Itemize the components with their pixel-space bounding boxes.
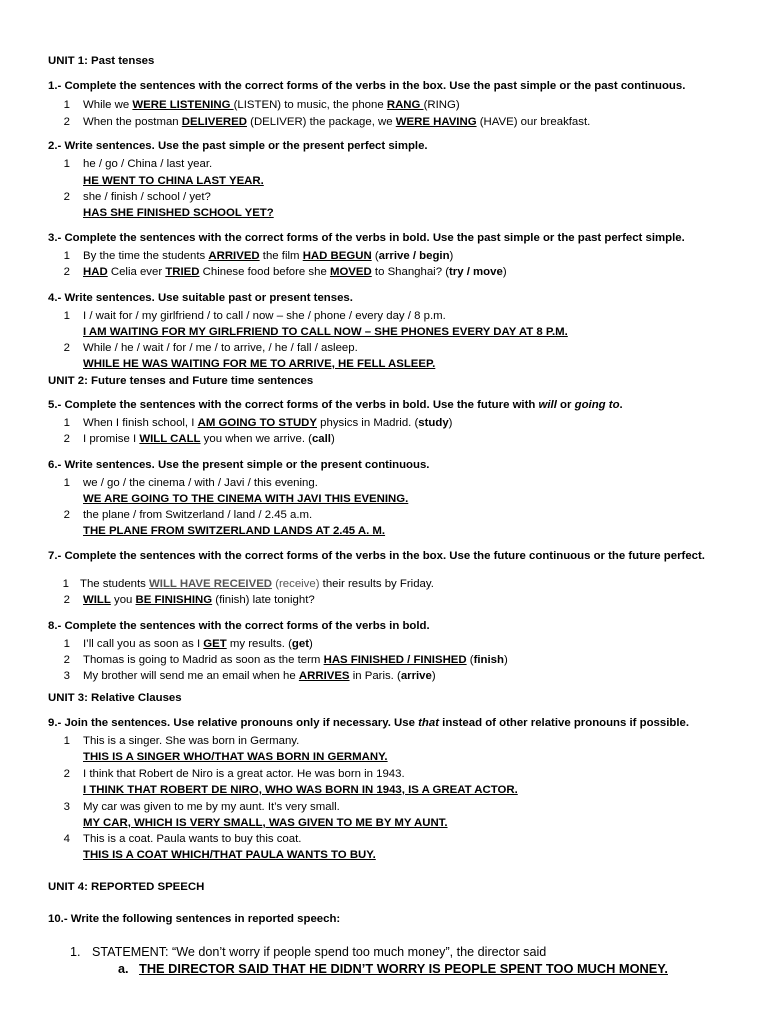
exercise-heading: 8.- Complete the sentences with the correct forms of the verbs in bold. <box>48 620 430 632</box>
answer-text: WILL HAVE RECEIVED <box>149 578 273 590</box>
document-page: UNIT 1: Past tenses 1.- Complete the sentences with the correct forms of the verbs in the box. Use the past simple or the past continuous. 1 While we WERE LISTENING (LISTEN) to music, the phone RANG (RING) 2 When the postman DELIVERED (DELIVER) the package, we WERE HAVING (HAVE) our breakfast. 2.- Write sentences. Use the past simple or the present perfect simple. 1 he / go / China / last year. HE WENT TO CHINA LAST YEAR. 2 she / finish / school / yet? HAS SHE FINISHED SCHOOL YET? 3.- Complete the sentences with the correct forms of the verbs in bold. Use the past simple or the past perfect simple. 1 By the time the students ARRIVED the film HAD BEGUN (arrive / begin) 2 HAD Celia ever TRIED Chinese food before she MOVED to Shanghai? (try / move) 4.- Write sentences. Use suitable past or present tenses. 1 I / wait for / my girlfriend / to call / now – she / phone / every day / 8 p.m. I AM WAITING FOR MY GIRLFRIEND TO CALL NOW – SHE PHONES EVERY DAY AT 8 P.M. 2 While / he / wait / for / me / to arrive, / he / fall / asleep. WHILE HE WAS WAITING FOR ME TO ARRIVE, HE FELL ASLEEP. UNIT 2: Future tenses and Future time sentences 5.- Complete the sentences with the correct forms of the verbs in bold. Use the future with will or going to. 1 When I finish school, I AM GOING TO STUDY physics in Madrid. (study) 2 I promise I WILL CALL you when we arrive. (call) 6.- Write sentences. Use the present simple or the present continuous. 1 we / go / the cinema / with / Javi / this evening. WE ARE GOING TO THE CINEMA WITH JAVI THIS EVENING. 2 the plane / from Switzerland / land / 2.45 a.m. THE PLANE FROM SWITZERLAND LANDS AT 2.45 A. M. 7.- Complete the sentences with the correct forms of the verbs in the box. Use the future continuous or the future perfect. 1 The students WILL HAVE RECEIVED (receive) their results by Friday. 2 WILL you BE FINISHING (finish) late tonight? 8.- Complete the sentences with the correct forms of the verbs in bold. 1 I’ll call you as soon as I GET my results. (get) 2 Thomas is going to Madrid as soon as the term HAS FINISHED / FINISHED (finish) 3 My brother will send me an email when he ARRIVES in Paris. (arrive) UNIT 3: Relative Clauses 9.- Join the sentences. Use relative pronouns only if necessary. Use that instead of other relative pronouns if possible. 1 This is a singer. She was born in Germany. THIS IS A SINGER WHO/THAT WAS BORN IN GERMANY. 2 I think that Robert de Niro is a great actor. He was born in 1943. I THINK THAT ROBERT DE NIRO, WHO WAS BORN IN 1943, IS A GREAT ACTOR. 3 My car was given to me by my aunt. It’s very small. MY CAR, WHICH IS VERY SMALL, WAS GIVEN TO ME BY MY AUNT. 4 This is a coat. Paula wants to buy this coat. THIS IS A COAT WHICH/THAT PAULA WANTS TO BUY. UNIT 4: REPORTED SPEECH 10.- Write the following sentences in reported speech: 1. STATEMENT: “We don’t worry if people spend too much money”, the director said a. THE DIRECTOR SAID THAT HE DIDN’T WORRY IS PEOPLE SPENT TOO MUCH MONEY. <box>48 55 705 976</box>
answer-text: WERE LISTENING <box>132 99 234 111</box>
answer-text: AM GOING TO STUDY <box>197 417 317 429</box>
answer-text: HAD <box>83 266 108 278</box>
answer-text: GET <box>203 638 227 650</box>
list-item: a. THE DIRECTOR SAID THAT HE DIDN’T WORRY IS PEOPLE SPENT TOO MUCH MONEY. <box>118 961 668 976</box>
exercise-heading: 9.- Join the sentences. Use relative pronouns only if necessary. Use that instead of other relative pronouns if possible. <box>48 717 690 729</box>
list-item: 1. STATEMENT: “We don’t worry if people spend too much money”, the director said <box>70 945 547 959</box>
answer-text: MY CAR, WHICH IS VERY SMALL, WAS GIVEN TO ME BY MY AUNT. <box>83 817 448 829</box>
unit-title: UNIT 1: Past tenses <box>48 55 155 67</box>
unit-title: UNIT 2: Future tenses and Future time sentences <box>48 375 314 387</box>
answer-text: RANG <box>386 99 424 111</box>
answer-text: HAS FINISHED / FINISHED <box>323 654 467 666</box>
answer-text: ARRIVED <box>208 250 260 262</box>
answer-text: DELIVERED <box>181 116 247 128</box>
answer-text: THIS IS A COAT WHICH/THAT PAULA WANTS TO BUY. <box>83 849 376 861</box>
exercise-heading: 5.- Complete the sentences with the correct forms of the verbs in bold. Use the future with will or going to. <box>48 399 623 411</box>
answer-text: WERE HAVING <box>395 116 477 128</box>
answer-text: ARRIVES <box>298 670 350 682</box>
answer-text: MOVED <box>329 266 372 278</box>
answer-text: WILL CALL <box>139 433 201 445</box>
answer-text: THIS IS A SINGER WHO/THAT WAS BORN IN GERMANY. <box>83 751 388 763</box>
answer-text: HE WENT TO CHINA LAST YEAR. <box>83 175 264 187</box>
exercise-heading: 1.- Complete the sentences with the correct forms of the verbs in the box. Use the past simple or the past continuous. <box>48 80 686 92</box>
exercise-heading: 2.- Write sentences. Use the past simple or the present perfect simple. <box>48 140 428 152</box>
unit-title: UNIT 4: REPORTED SPEECH <box>48 881 205 893</box>
unit-title: UNIT 3: Relative Clauses <box>48 692 182 704</box>
answer-text: I THINK THAT ROBERT DE NIRO, WHO WAS BORN IN 1943, IS A GREAT ACTOR. <box>83 784 518 796</box>
answer-text: WHILE HE WAS WAITING FOR ME TO ARRIVE, HE FELL ASLEEP. <box>83 358 436 370</box>
answer-text: WILL <box>83 594 111 606</box>
answer-text: THE PLANE FROM SWITZERLAND LANDS AT 2.45 A. M. <box>83 525 386 537</box>
exercise-heading: 3.- Complete the sentences with the correct forms of the verbs in bold. Use the past simple or the past perfect simple. <box>48 232 685 244</box>
answer-text: WE ARE GOING TO THE CINEMA WITH JAVI THIS EVENING. <box>83 493 409 505</box>
answer-text: I AM WAITING FOR MY GIRLFRIEND TO CALL NOW – SHE PHONES EVERY DAY AT 8 P.M. <box>83 326 568 338</box>
exercise-heading: 7.- Complete the sentences with the correct forms of the verbs in the box. Use the future continuous or the future perfect. <box>48 550 705 562</box>
answer-text: HAS SHE FINISHED SCHOOL YET? <box>83 207 274 219</box>
answer-text: HAD BEGUN <box>302 250 372 262</box>
answer-text: TRIED <box>165 266 200 278</box>
answer-text: THE DIRECTOR SAID THAT HE DIDN’T WORRY IS PEOPLE SPENT TOO MUCH MONEY. <box>139 961 668 976</box>
exercise-heading: 10.- Write the following sentences in reported speech: <box>48 913 341 925</box>
answer-text: BE FINISHING <box>135 594 213 606</box>
exercise-heading: 6.- Write sentences. Use the present simple or the present continuous. <box>48 459 430 471</box>
exercise-heading: 4.- Write sentences. Use suitable past or present tenses. <box>48 292 353 304</box>
